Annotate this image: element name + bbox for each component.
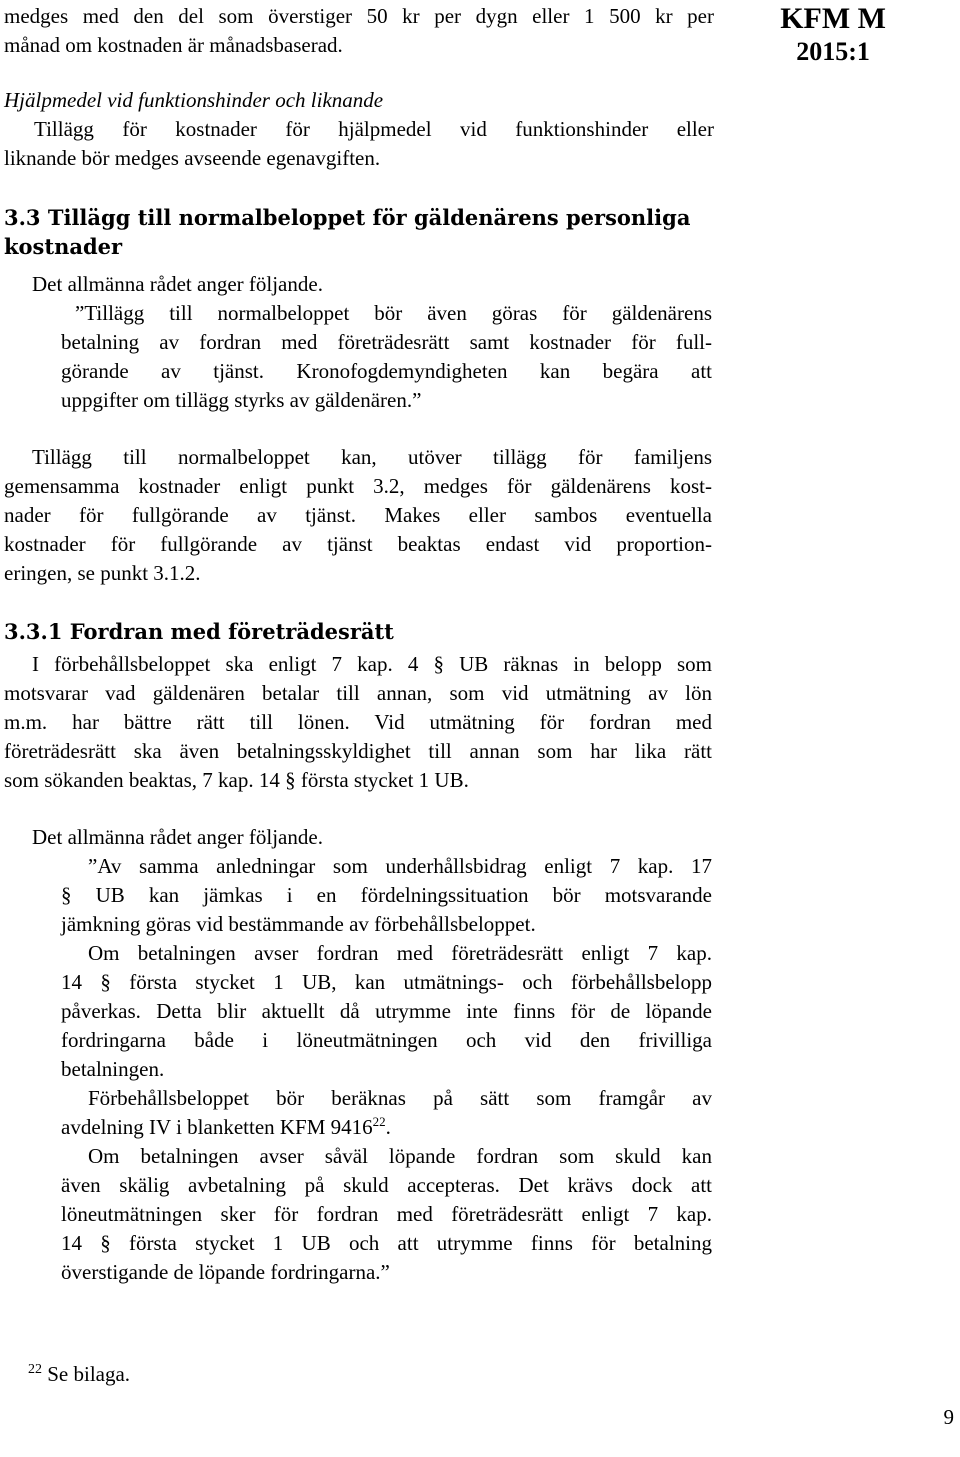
heading-line: 3.3 Tillägg till normalbeloppet för gäldenärens personliga bbox=[4, 205, 691, 230]
text-line: görande av tjänst. Kronofogdemyndigheten kan begära att bbox=[61, 359, 712, 383]
footnote bbox=[28, 1360, 130, 1389]
advice-intro-2 bbox=[32, 823, 712, 852]
text-line: jämkning göras vid bestämmande av förbehållsbeloppet. bbox=[61, 912, 536, 936]
document-year: 2015:1 bbox=[796, 37, 870, 66]
text-line: Tillägg för kostnader för hjälpmedel vid funktionshinder eller bbox=[34, 117, 714, 141]
section-heading-3-3-1 bbox=[4, 617, 704, 646]
text-line-with-footnote-ref bbox=[61, 1113, 712, 1142]
text-line: betalningen. bbox=[61, 1057, 165, 1081]
text-line: I förbehållsbeloppet ska enligt 7 kap. 4 § UB räknas in belopp som bbox=[32, 652, 712, 676]
text-line: § UB kan jämkas i en fördelningssituation bör motsvarande bbox=[61, 883, 712, 907]
text-line: Det allmänna rådet anger följande. bbox=[32, 825, 323, 849]
document-code-header bbox=[780, 2, 886, 68]
footnote-text: Se bilaga. bbox=[47, 1362, 131, 1386]
text-line: uppgifter om tillägg styrks av gäldenären.” bbox=[61, 388, 422, 412]
text-fragment: . bbox=[385, 1115, 391, 1139]
footnote-number: 22 bbox=[28, 1362, 42, 1377]
text-line: löneutmätningen sker för fordran med företrädesrätt enligt 7 kap. bbox=[61, 1202, 712, 1226]
text-fragment: avdelning IV i blanketten KFM 9416 bbox=[61, 1115, 373, 1139]
advice-intro-1 bbox=[32, 270, 712, 299]
page-number: 9 bbox=[943, 1405, 954, 1429]
text-line: som sökanden beaktas, 7 kap. 14 § första stycket 1 UB. bbox=[4, 768, 469, 792]
intro-paragraph bbox=[4, 2, 714, 60]
text-line: påverkas. Detta blir aktuellt då utrymme inte finns för de löpande bbox=[61, 999, 712, 1023]
aids-title: Hjälpmedel vid funktionshinder och liknande bbox=[4, 88, 384, 112]
text-line: betalning av fordran med företrädesrätt samt kostnader för full- bbox=[61, 330, 712, 354]
text-line: fordringarna både i löneutmätningen och vid den frivilliga bbox=[61, 1028, 712, 1052]
text-line: överstigande de löpande fordringarna.” bbox=[61, 1260, 390, 1284]
text-line: nader för fullgörande av tjänst. Makes eller sambos eventuella bbox=[4, 503, 712, 527]
text-line: m.m. har bättre rätt till lönen. Vid utmätning för fordran med bbox=[4, 710, 712, 734]
advice-quote-2 bbox=[61, 852, 712, 1287]
section-3-3-body bbox=[4, 443, 712, 588]
text-line: 14 § första stycket 1 UB och att utrymme finns för betalning bbox=[61, 1231, 712, 1255]
heading-line: kostnader bbox=[4, 234, 123, 259]
text-line: 14 § första stycket 1 UB, kan utmätnings- och förbehållsbelopp bbox=[61, 970, 712, 994]
text-line: även skälig avbetalning på skuld accepteras. Det krävs dock att bbox=[61, 1173, 712, 1197]
text-line: medges med den del som överstiger 50 kr per dygn eller 1 500 kr per bbox=[4, 4, 714, 28]
text-line: motsvarar vad gäldenären betalar till annan, som vid utmätning av lön bbox=[4, 681, 712, 705]
text-line: eringen, se punkt 3.1.2. bbox=[4, 561, 201, 585]
text-line: Om betalningen avser fordran med företrädesrätt enligt 7 kap. bbox=[88, 941, 712, 965]
text-line: företrädesrätt ska även betalningsskyldighet till annan som har lika rätt bbox=[4, 739, 712, 763]
text-line: månad om kostnaden är månadsbaserad. bbox=[4, 33, 343, 57]
heading-line: 3.3.1 Fordran med företrädesrätt bbox=[4, 619, 394, 644]
text-line: ”Tillägg till normalbeloppet bör även göras för gäldenärens bbox=[75, 301, 712, 325]
section-heading-3-3 bbox=[4, 203, 704, 261]
aids-section bbox=[4, 86, 714, 173]
text-line: Om betalningen avser såväl löpande fordran som skuld kan bbox=[88, 1144, 712, 1168]
text-line: kostnader för fullgörande av tjänst beaktas endast vid proportion- bbox=[4, 532, 712, 556]
advice-quote-1 bbox=[61, 299, 712, 415]
document-code: KFM M bbox=[780, 2, 886, 35]
section-3-3-1-paragraph bbox=[4, 650, 712, 795]
text-line: ”Av samma anledningar som underhållsbidrag enligt 7 kap. 17 bbox=[88, 854, 712, 878]
text-line: liknande bör medges avseende egenavgiften. bbox=[4, 146, 381, 170]
text-line: Det allmänna rådet anger följande. bbox=[32, 272, 323, 296]
footnote-reference[interactable]: 22 bbox=[372, 1114, 386, 1129]
text-line: Tillägg till normalbeloppet kan, utöver tillägg för familjens bbox=[32, 445, 712, 469]
text-line: gemensamma kostnader enligt punkt 3.2, medges för gäldenärens kost- bbox=[4, 474, 712, 498]
text-line: Förbehållsbeloppet bör beräknas på sätt som framgår av bbox=[88, 1086, 712, 1110]
